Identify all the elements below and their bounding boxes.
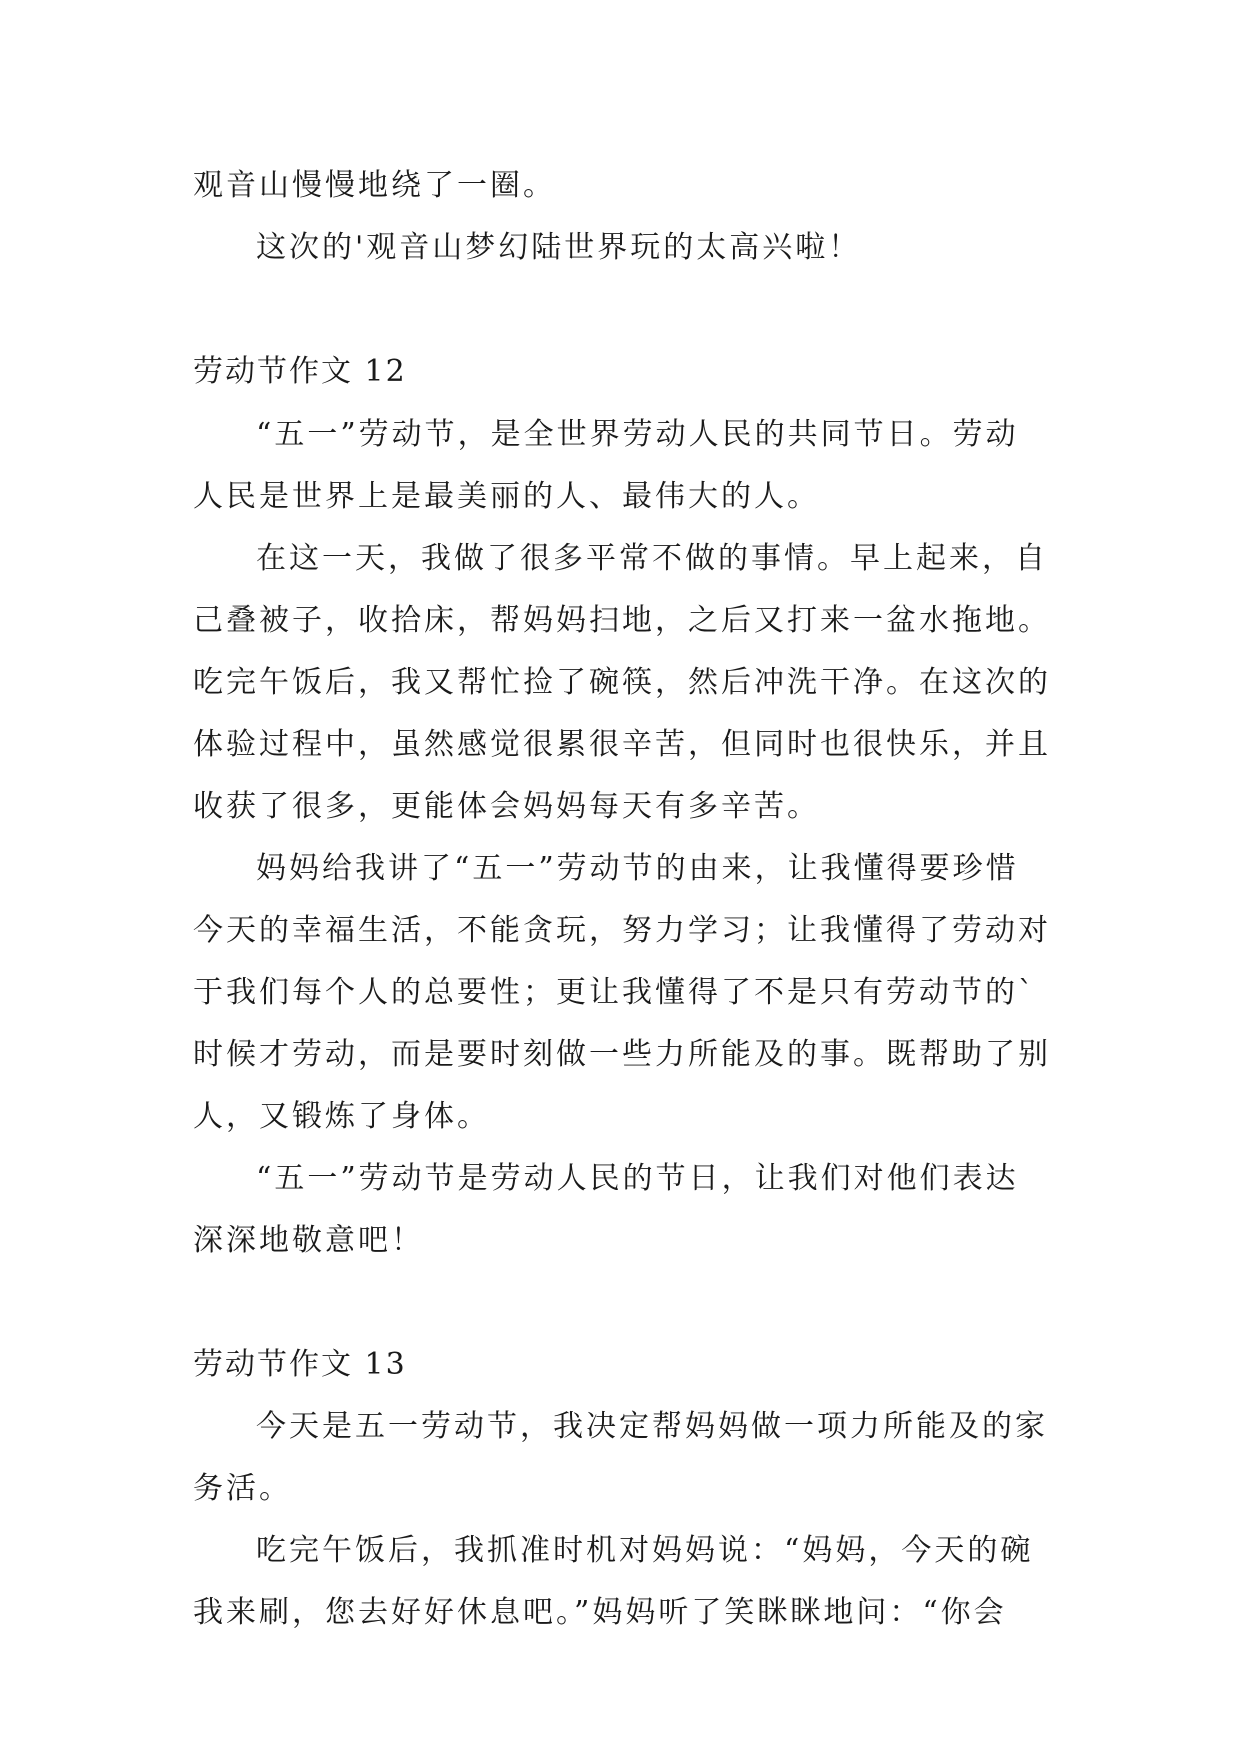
paragraph-line: “五一”劳动节，是全世界劳动人民的共同节日。劳动 (256, 417, 1019, 452)
essay-13-title: 劳动节作文 13 (193, 1347, 407, 1382)
paragraph-line: 收获了很多，更能体会妈妈每天有多辛苦。 (193, 789, 820, 824)
paragraph-line: 于我们每个人的总要性；更让我懂得了不是只有劳动节的` (193, 975, 1036, 1010)
paragraph-line: 体验过程中，虽然感觉很累很辛苦，但同时也很快乐，并且 (193, 727, 1051, 762)
paragraph-line: 我来刷，您去好好休息吧。”妈妈听了笑眯眯地问：“你会 (193, 1595, 1007, 1630)
paragraph-line: 人，又锻炼了身体。 (193, 1099, 490, 1134)
paragraph-line: 吃完午饭后，我抓准时机对妈妈说：“妈妈，今天的碗 (256, 1533, 1034, 1568)
paragraph-line: 己叠被子，收拾床，帮妈妈扫地，之后又打来一盆水拖地。 (193, 603, 1051, 638)
paragraph-line: 人民是世界上是最美丽的人、最伟大的人。 (193, 479, 820, 514)
paragraph-line: 深深地敬意吧！ (193, 1223, 424, 1258)
paragraph-line: 吃完午饭后，我又帮忙捡了碗筷，然后冲洗干净。在这次的 (193, 665, 1051, 700)
paragraph-line: 时候才劳动，而是要时刻做一些力所能及的事。既帮助了别 (193, 1037, 1051, 1072)
paragraph-line: 观音山慢慢地绕了一圈。 (193, 168, 556, 203)
paragraph-line: 务活。 (193, 1471, 292, 1506)
paragraph-line: “五一”劳动节是劳动人民的节日，让我们对他们表达 (256, 1161, 1019, 1196)
paragraph-line: 在这一天，我做了很多平常不做的事情。早上起来，自 (256, 541, 1048, 576)
paragraph-line: 这次的'观音山梦幻陆世界玩的太高兴啦！ (256, 230, 862, 265)
paragraph-line: 妈妈给我讲了“五一”劳动节的由来，让我懂得要珍惜 (256, 851, 1019, 886)
paragraph-line: 今天的幸福生活，不能贪玩，努力学习；让我懂得了劳动对 (193, 913, 1051, 948)
essay-12-title: 劳动节作文 12 (193, 354, 407, 389)
paragraph-line: 今天是五一劳动节，我决定帮妈妈做一项力所能及的家 (256, 1409, 1048, 1444)
